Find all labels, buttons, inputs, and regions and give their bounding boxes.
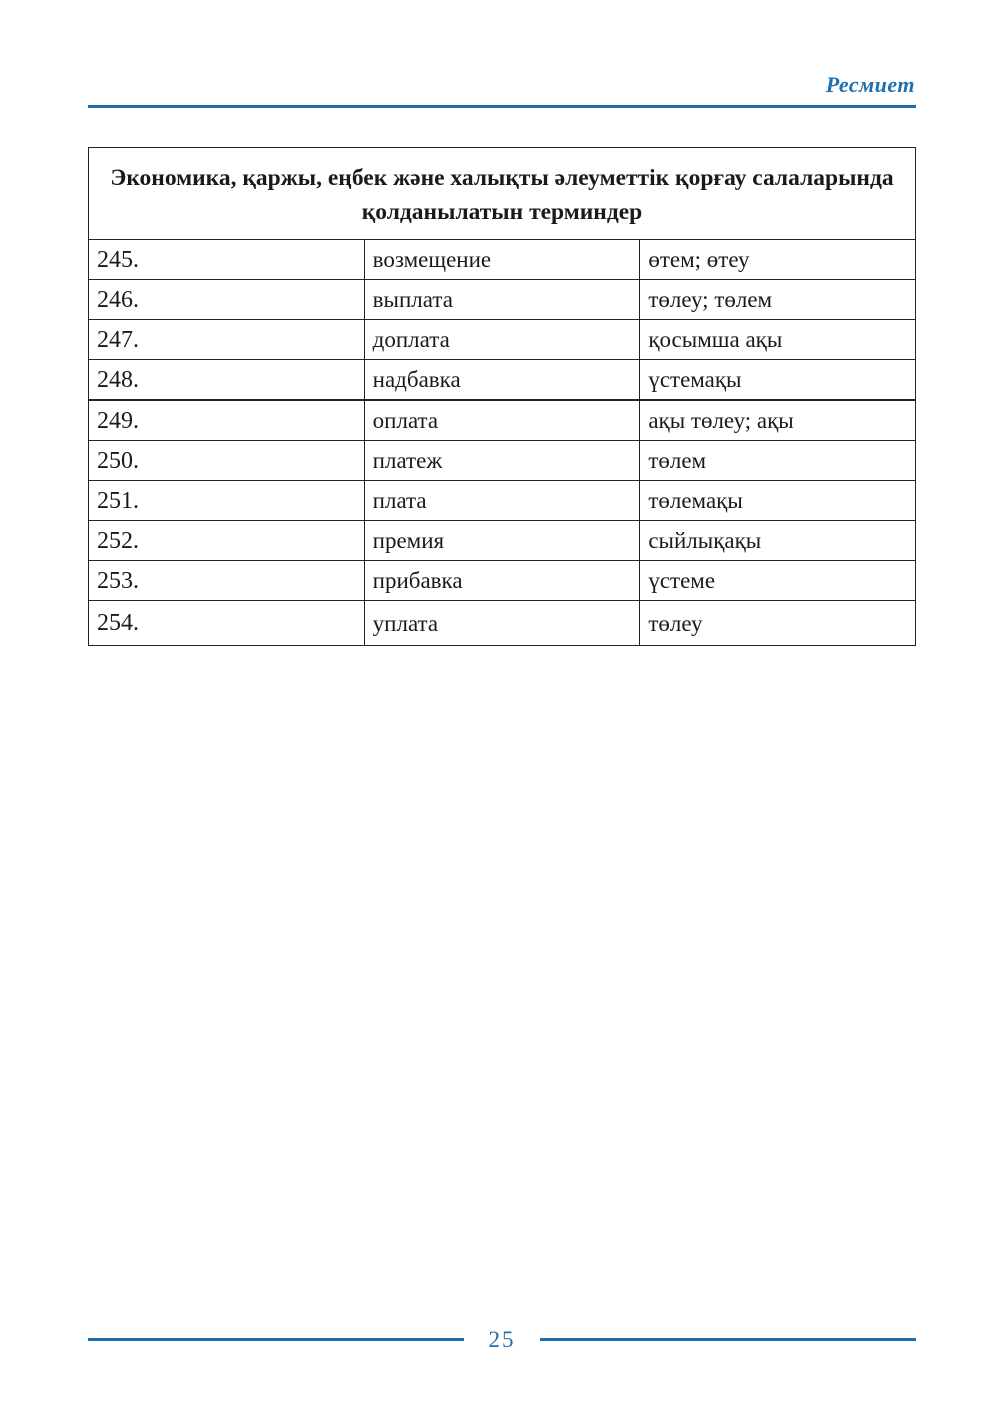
table-row (89, 601, 916, 646)
term-kazakh: ақы төлеу; ақы (640, 400, 916, 441)
term-kazakh: үстеме (640, 561, 916, 601)
table-row (89, 400, 916, 441)
running-head: Ресмиет (825, 72, 915, 97)
term-kazakh: төлем (640, 441, 916, 481)
footer-rule-left (88, 1338, 464, 1341)
term-number: 246. (89, 280, 365, 320)
term-kazakh: сыйлықақы (640, 521, 916, 561)
term-kazakh: өтем; өтеу (640, 240, 916, 280)
term-number: 254. (89, 601, 365, 646)
term-russian: выплата (364, 280, 640, 320)
table-row (89, 280, 916, 320)
term-kazakh: қосымша ақы (640, 320, 916, 360)
page-number: 25 (488, 1327, 516, 1352)
term-russian: плата (364, 481, 640, 521)
term-number: 253. (89, 561, 365, 601)
table-title: Экономика, қаржы, еңбек және халықты әлеуметтік қорғау салаларында қолданылатын терминдер (89, 148, 916, 240)
header-rule (88, 105, 916, 108)
table-row (89, 240, 916, 280)
term-russian: доплата (364, 320, 640, 360)
table-row (89, 441, 916, 481)
table-row (89, 521, 916, 561)
term-russian: прибавка (364, 561, 640, 601)
term-russian: премия (364, 521, 640, 561)
term-kazakh: төлеу; төлем (640, 280, 916, 320)
table-row (89, 481, 916, 521)
table-row (89, 320, 916, 360)
term-number: 252. (89, 521, 365, 561)
term-number: 248. (89, 360, 365, 401)
table-title-row (89, 148, 916, 240)
term-number: 249. (89, 400, 365, 441)
term-russian: платеж (364, 441, 640, 481)
term-kazakh: үстемақы (640, 360, 916, 401)
table-row (89, 561, 916, 601)
term-kazakh: төлеу (640, 601, 916, 646)
table-row (89, 360, 916, 401)
term-russian: оплата (364, 400, 640, 441)
term-russian: уплата (364, 601, 640, 646)
term-russian: возмещение (364, 240, 640, 280)
term-number: 251. (89, 481, 365, 521)
term-number: 245. (89, 240, 365, 280)
footer-rule-right (540, 1338, 916, 1341)
term-number: 247. (89, 320, 365, 360)
term-number: 250. (89, 441, 365, 481)
term-russian: надбавка (364, 360, 640, 401)
term-kazakh: төлемақы (640, 481, 916, 521)
terms-table (88, 147, 916, 646)
